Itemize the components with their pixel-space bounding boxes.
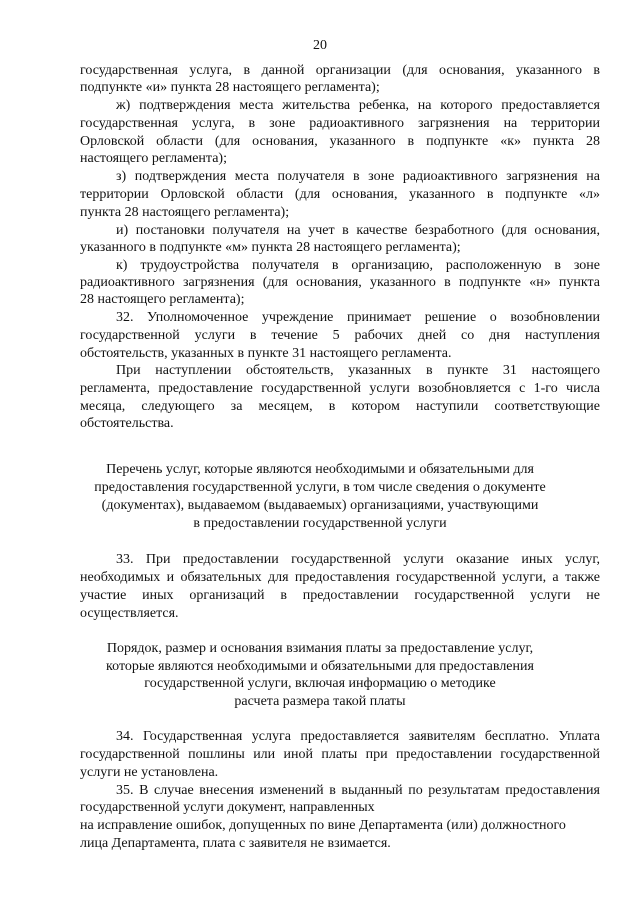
body-line: ж) подтверждения места жительства ребенка, на которого предоставляется — [116, 98, 600, 113]
body-line: осуществляется. — [80, 606, 179, 621]
section-heading-line: Порядок, размер и основания взимания платы за предоставление услуг, — [106, 641, 534, 656]
body-line: 32. Уполномоченное учреждение принимает решение о возобновлении — [116, 310, 600, 325]
body-line: и) постановки получателя на учет в качестве безработного (для основания, — [116, 223, 600, 238]
body-line: регламента, предоставление государственной услуги возобновляется с 1-го числа — [80, 381, 600, 396]
body-line: необходимых и обязательных для предоставления государственной услуги, а также — [80, 570, 600, 585]
body-line: з) подтверждения места получателя в зоне радиоактивного загрязнения на — [116, 169, 600, 184]
body-line: территории Орловской области (для основания, указанного в подпункте «л» — [80, 187, 600, 202]
body-line: радиоактивного загрязнения (для основания, указанного в подпункте «н» пункта — [80, 275, 600, 290]
body-line: лица Департамента, плата с заявителя не взимается. — [80, 836, 391, 851]
body-line: государственной услуги в течение 5 рабочих дней со дня наступления — [80, 328, 600, 343]
section-heading-line: которые являются необходимыми и обязательными для предоставления — [106, 659, 534, 674]
body-line: указанного в подпункте «м» пункта 28 настоящего регламента); — [80, 240, 461, 255]
body-line: услуги не установлена. — [80, 765, 219, 780]
body-line: месяца, следующего за месяцем, в котором наступили соответствующие — [80, 399, 600, 414]
body-line: Орловской области (для основания, указанного в подпункте «к» пункта 28 — [80, 134, 600, 149]
body-line: 35. В случае внесения изменений в выданный по результатам предоставления — [116, 783, 600, 798]
section-heading-line: Перечень услуг, которые являются необходимыми и обязательными для — [106, 462, 534, 477]
body-line: к) трудоустройства получателя в организацию, расположенную в зоне — [116, 258, 600, 273]
body-line: участие иных организаций в предоставлении государственной услуги не — [80, 588, 600, 603]
body-line: 34. Государственная услуга предоставляется заявителям бесплатно. Уплата — [116, 729, 600, 744]
section-heading-line: в предоставлении государственной услуги — [193, 516, 447, 531]
body-line: подпункте «и» пункта 28 настоящего регламента); — [80, 80, 380, 95]
body-line: настоящего регламента); — [80, 151, 227, 166]
body-line: обстоятельств, указанных в пункте 31 настоящего регламента. — [80, 346, 452, 361]
body-line: обстоятельства. — [80, 416, 174, 431]
body-line: 33. При предоставлении государственной услуги оказание иных услуг, — [116, 552, 600, 567]
body-line: государственная услуга, в данной организации (для основания, указанного в — [80, 63, 600, 78]
body-line: 28 настоящего регламента); — [80, 292, 245, 307]
body-line: на исправление ошибок, допущенных по вине Департамента (или) должностного — [80, 818, 566, 833]
section-heading-line: государственной услуги, включая информацию о методике — [144, 676, 496, 691]
body-line: государственной услуги документ, направленных — [80, 800, 375, 815]
section-heading-line: расчета размера такой платы — [234, 694, 406, 709]
body-line: государственная услуга, в зоне радиоактивного загрязнения на территории — [80, 116, 600, 131]
body-line: При наступлении обстоятельств, указанных в пункте 31 настоящего — [116, 363, 600, 378]
section-heading-line: предоставления государственной услуги, в том числе сведения о документе — [94, 480, 546, 495]
body-line: государственной пошлины или иной платы при предоставлении государственной — [80, 747, 600, 762]
section-heading-line: (документах), выдаваемом (выдаваемых) организациями, участвующими — [101, 498, 539, 513]
page-number: 20 — [313, 38, 327, 53]
body-line: пункта 28 настоящего регламента); — [80, 205, 290, 220]
